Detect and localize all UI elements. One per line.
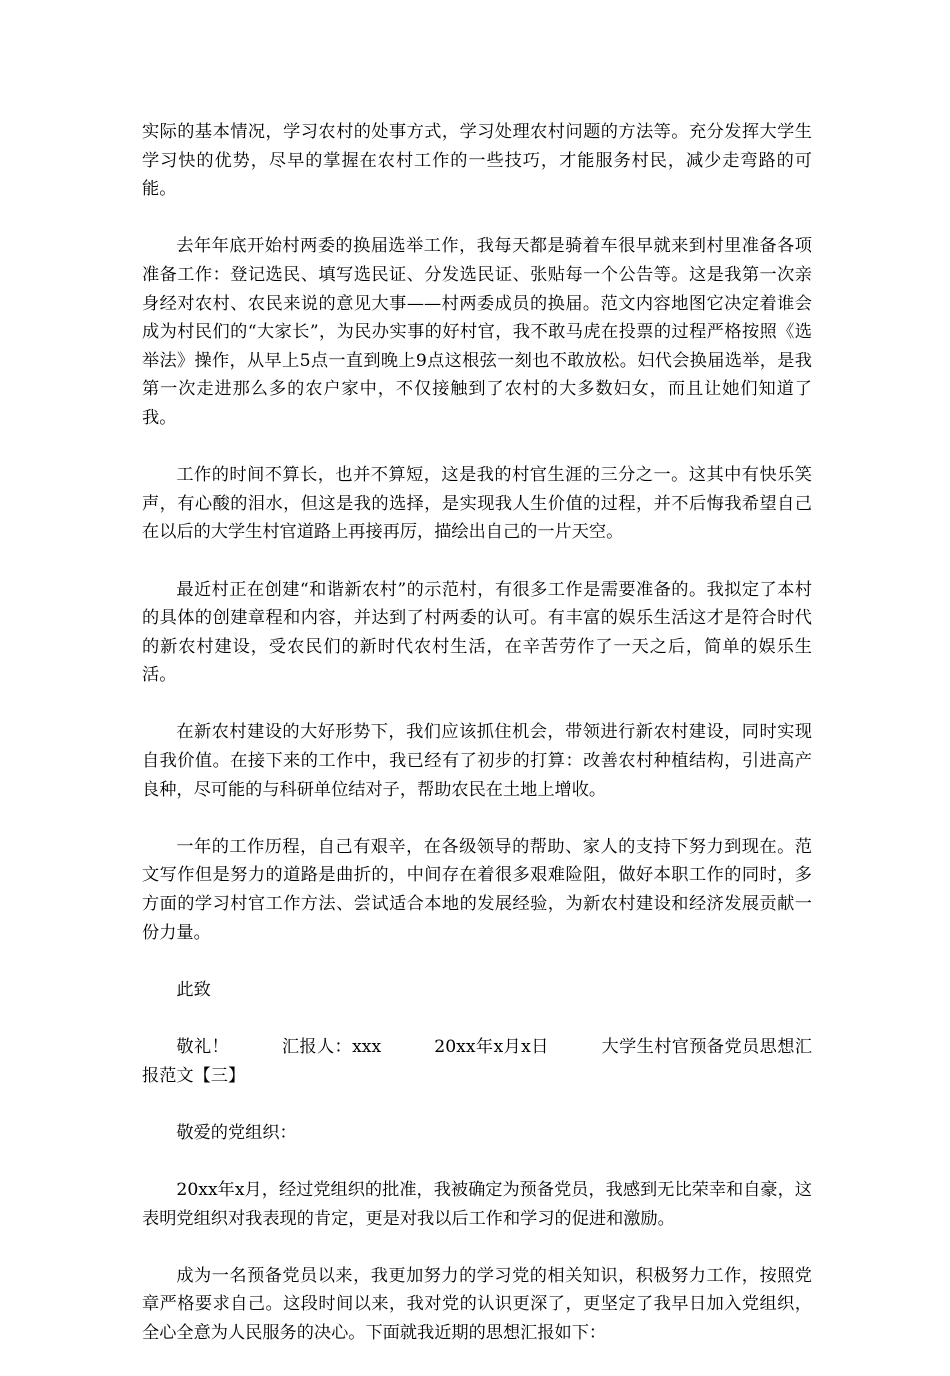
- paragraph-8: 成为一名预备党员以来，我更加努力的学习党的相关知识，积极努力工作，按照党章严格要求自己。这段时间以来，我对党的认识更深了，更坚定了我早日加入党组织，全心全意为人民服务的决心。下面就我近期的思想汇报如下：: [142, 1265, 812, 1343]
- signature-line: [142, 1033, 812, 1090]
- date-text: 20xx年x月x日: [434, 1037, 549, 1057]
- greeting-text: 敬爱的党组织：: [176, 1122, 297, 1143]
- paragraph-1: 实际的基本情况，学习农村的处事方式，学习处理农村问题的方法等。充分发挥大学生学习快的优势，尽早的掌握在农村工作的一些技巧，才能服务村民，减少走弯路的可能。: [142, 122, 812, 200]
- paragraph-6: 一年的工作历程，自己有艰辛，在各级领导的帮助、家人的支持下努力到现在。范文写作但是努力的道路是曲折的，中间存在着很多艰难险阻，做好本职工作的同时，多方面的学习村官工作方法、尝试适合本地的发展经验，为新农村建设和经济发展贡献一份力量。: [142, 836, 812, 943]
- closing-text: 此致: [176, 979, 211, 1000]
- paragraph-2: 去年年底开始村两委的换届选举工作，我每天都是骑着车很早就来到村里准备各项准备工作：登记选民、填写选民证、分发选民证、张贴每一个公告等。这是我第一次亲身经对农村、农民来说的意见大事——村两委成员的换届。范文内容地图它决定着谁会成为村民们的“大家长”，为民办实事的好村官，我不敢马虎在投票的过程严格按照《选举法》操作，从早上5点一直到晚上9点这根弦一刻也不敢放松。妇代会换届选举，是我第一次走进那么多的农户家中，不仅接触到了农村的大多数妇女，而且让她们知道了我。: [142, 236, 812, 428]
- paragraph-4: 最近村正在创建“和谐新农村”的示范村，有很多工作是需要准备的。我拟定了本村的具体的创建章程和内容，并达到了村两委的认可。有丰富的娱乐生活这才是符合时代的新农村建设，受农民们的新时代农村生活，在辛苦劳作了一天之后，简单的娱乐生活。: [142, 579, 812, 686]
- paragraph-5: 在新农村建设的大好形势下，我们应该抓住机会，带领进行新农村建设，同时实现自我价值。在接下来的工作中，我已经有了初步的打算：改善农村种植结构，引进高产良种，尽可能的与科研单位结对子，帮助农民在土地上增收。: [142, 722, 812, 800]
- reporter-text: 汇报人：xxx: [281, 1037, 382, 1057]
- document-page: [142, 118, 812, 1376]
- paragraph-7: 20xx年x月，经过党组织的批准，我被确定为预备党员，我感到无比荣幸和自豪，这表明党组织对我表现的肯定，更是对我以后工作和学习的促进和激励。: [142, 1179, 812, 1229]
- next-section-title: 大学生村官预备党员思想汇报范文【三】: [142, 1037, 812, 1086]
- salute-text: 敬礼！: [176, 1037, 230, 1057]
- paragraph-3: 工作的时间不算长，也并不算短，这是我的村官生涯的三分之一。这其中有快乐笑声，有心酸的泪水，但这是我的选择，是实现我人生价值的过程，并不后悔我希望自己在以后的大学生村官道路上再接再厉，描绘出自己的一片天空。: [142, 465, 812, 543]
